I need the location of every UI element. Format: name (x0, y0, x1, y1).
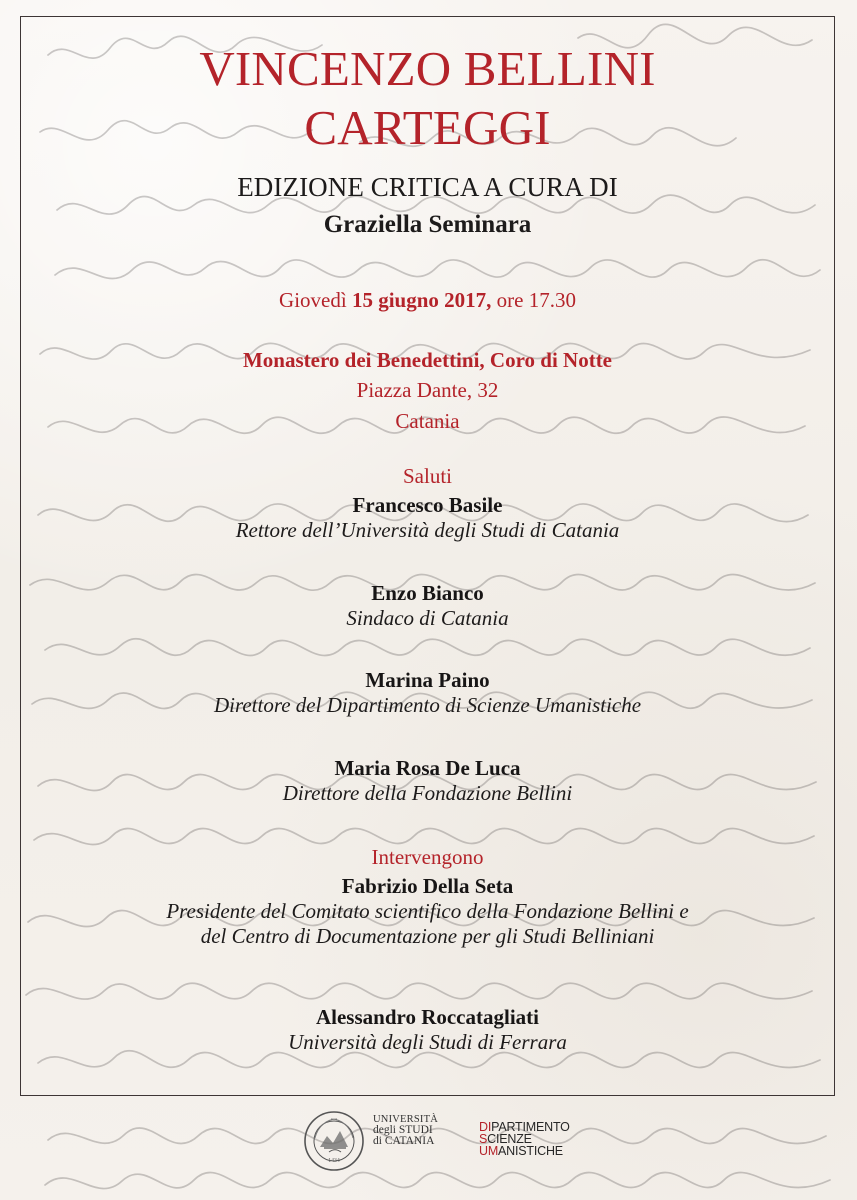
university-seal-icon (302, 1109, 366, 1173)
speaker-role: Direttore del Dipartimento di Scienze Umanistiche (213, 693, 642, 717)
department-logo (479, 1121, 605, 1165)
speaker-name: Enzo Bianco (371, 581, 484, 605)
edition-subtitle: EDIZIONE CRITICA A CURA DI (237, 172, 618, 202)
speaker-alessandro-roccatagliati (20, 1005, 835, 1055)
speaker-francesco-basile (20, 493, 835, 543)
university-logo (302, 1109, 442, 1177)
speaker-name: Maria Rosa De Luca (334, 756, 521, 780)
speaker-role-line-1: Presidente del Comitato scientifico della Fondazione Bellini e (166, 899, 689, 923)
date-suffix: ore 17.30 (491, 288, 576, 312)
university-line-1: UNIVERSITÀ (373, 1114, 438, 1125)
poster-content (20, 16, 835, 1096)
speaker-name: Marina Paino (365, 668, 490, 692)
event-date-time (20, 287, 835, 313)
department-line-1: DIPARTIMENTO (479, 1120, 570, 1134)
main-title-line-1: VINCENZO BELLINI (199, 41, 656, 96)
department-line-3: UMANISTICHE (479, 1144, 563, 1159)
speaker-marina-paino (20, 668, 835, 718)
speaker-name: Francesco Basile (352, 493, 503, 517)
speaker-role: Università degli Studi di Ferrara (288, 1030, 567, 1054)
speaker-maria-rosa-de-luca (20, 756, 835, 806)
speaker-role: Sindaco di Catania (346, 606, 509, 630)
date-main: 15 giugno 2017, (351, 288, 492, 312)
date-prefix: Giovedì (279, 288, 352, 312)
speaker-role: Direttore della Fondazione Bellini (282, 781, 573, 805)
venue-name: Monastero dei Benedettini, Coro di Notte (242, 348, 613, 372)
speaker-name: Fabrizio Della Seta (341, 874, 514, 898)
university-name (373, 1114, 443, 1147)
main-title-line-2: CARTEGGI (304, 100, 551, 155)
venue-city: Catania (395, 409, 460, 433)
speaker-name: Alessandro Roccatagliati (315, 1005, 539, 1029)
venue-address: Piazza Dante, 32 (356, 378, 499, 402)
speaker-fabrizio-della-seta (20, 874, 835, 949)
department-line-2: SCIENZE (479, 1132, 532, 1147)
speaker-enzo-bianco (20, 581, 835, 631)
svg-text:1434: 1434 (328, 1158, 340, 1164)
speaker-role-line-2: del Centro di Documentazione per gli Studi Belliniani (200, 924, 655, 948)
university-line-2: degli STUDI (373, 1124, 433, 1136)
speaker-role: Rettore dell’Università degli Studi di Catania (235, 518, 620, 542)
intervengono-label: Intervengono (371, 845, 484, 869)
curator-name: Graziella Seminara (323, 211, 532, 238)
poster-footer (0, 1108, 857, 1178)
university-line-3: di CATANIA (373, 1135, 435, 1147)
saluti-label: Saluti (402, 464, 452, 488)
